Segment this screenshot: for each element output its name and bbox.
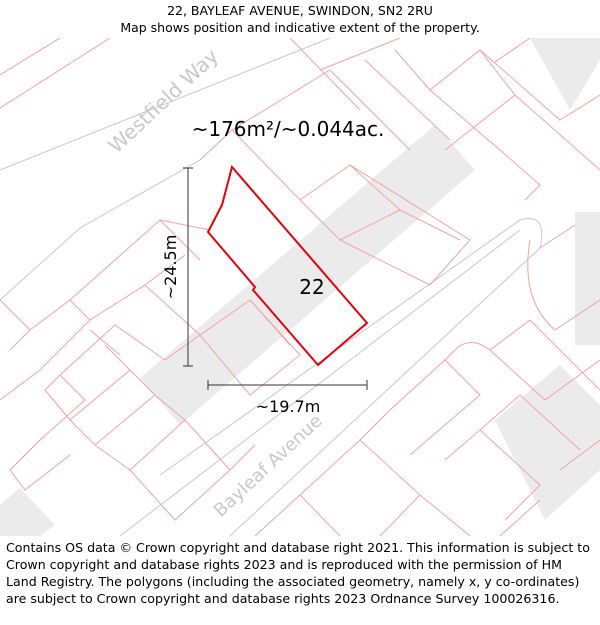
building-top-right [530, 38, 600, 110]
width-label: ~19.7m [255, 397, 321, 416]
width-dimension [208, 380, 367, 390]
copyright-notice: Contains OS data © Crown copyright and database right 2021. This information is subject to Crown copyright and database rights 2023 and is reproduced with the permission of HM Land Registry. The polygons (including the associated geometry, namely x, y co-ordinates) are subject to Crown copyright and database rights 2023 Ordnance Survey 100026316. [6, 540, 590, 606]
building-bottom-right [495, 365, 600, 520]
area-label: ~176m²/~0.044ac. [191, 117, 385, 141]
map-svg [0, 38, 600, 536]
street-label-bayleaf-avenue: Bayleaf Avenue [209, 410, 327, 522]
height-label: ~24.5m [161, 234, 180, 300]
street-label-westfield-way: Westfield Way [103, 43, 224, 158]
map-header [0, 0, 600, 38]
plot-number: 22 [299, 275, 325, 299]
map-subtitle: Map shows position and indicative extent of the property. [120, 20, 480, 35]
building-right-edge [575, 212, 600, 345]
building-bottom-left [0, 488, 55, 536]
map-canvas[interactable] [0, 38, 600, 536]
property-address: 22, BAYLEAF AVENUE, SWINDON, SN2 2RU [167, 3, 433, 18]
